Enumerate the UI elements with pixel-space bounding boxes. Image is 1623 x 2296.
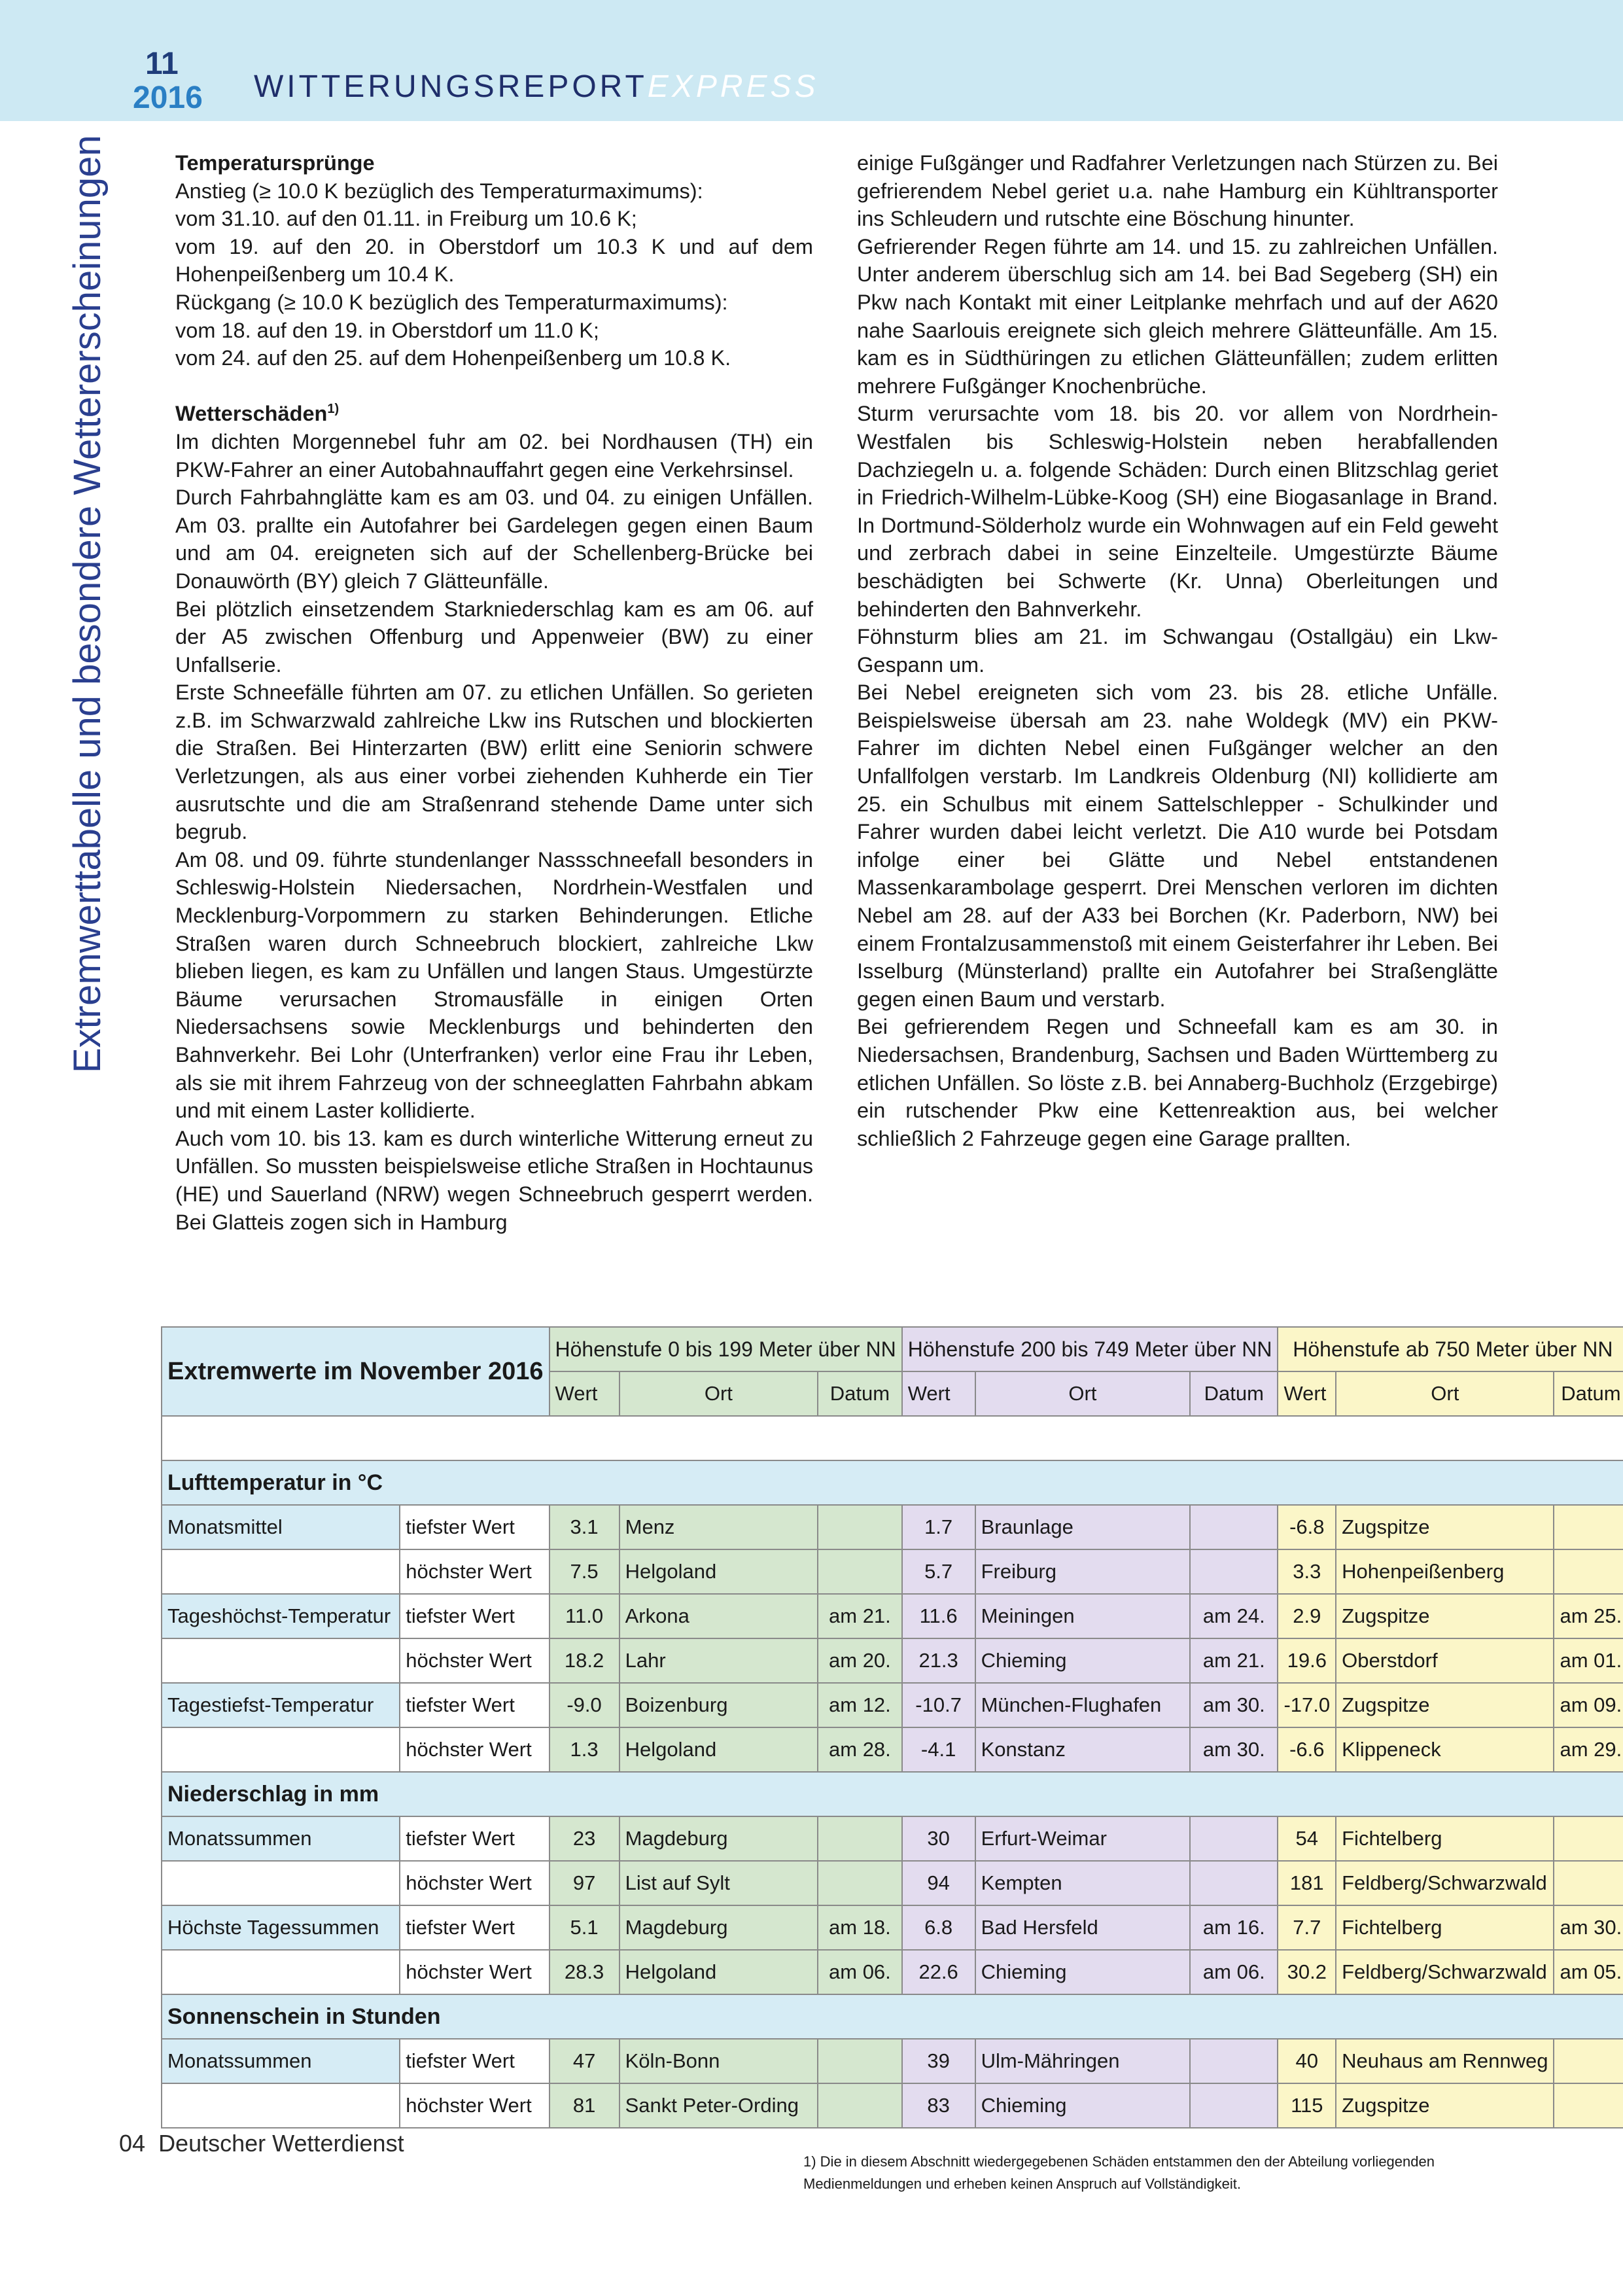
publisher: Deutscher Wetterdienst bbox=[158, 2130, 404, 2157]
location-cell: Zugspitze bbox=[1336, 1594, 1554, 1638]
value-cell: 94 bbox=[902, 1861, 975, 1905]
altitude-group-header: Höhenstufe ab 750 Meter über NN bbox=[1278, 1327, 1623, 1371]
row-kind: tiefster Wert bbox=[400, 1816, 549, 1861]
location-cell: Zugspitze bbox=[1336, 2083, 1554, 2128]
date-cell: am 21. bbox=[1190, 1638, 1278, 1683]
location-cell: Freiburg bbox=[975, 1549, 1191, 1594]
column-header: Ort bbox=[1336, 1371, 1554, 1416]
value-cell: 23 bbox=[550, 1816, 620, 1861]
table-row bbox=[162, 1816, 1623, 1861]
paragraph: vom 19. auf den 20. in Oberstdorf um 10.3 K und auf dem Hohenpeißenberg um 10.4 K. bbox=[175, 234, 813, 287]
date-cell: am 24. bbox=[1190, 1594, 1278, 1638]
date-cell: am 21. bbox=[818, 1594, 902, 1638]
value-cell: 11.0 bbox=[550, 1594, 620, 1638]
location-cell: Arkona bbox=[620, 1594, 818, 1638]
paragraph: Auch vom 10. bis 13. kam es durch winterliche Witterung erneut zu Unfällen. So mussten beispielsweise etliche Straßen in Hochtaunus (HE) und Sauerland (NRW) wegen Schneebruch gesperrt werden. Bei Glatteis zogen sich in Hamburg bbox=[175, 1126, 813, 1234]
location-cell: Chieming bbox=[975, 1638, 1191, 1683]
row-label: Monatsmittel bbox=[162, 1505, 400, 1549]
table-row bbox=[162, 2083, 1623, 2128]
location-cell: Kempten bbox=[975, 1861, 1191, 1905]
location-cell: Klippeneck bbox=[1336, 1727, 1554, 1772]
location-cell: Hohenpeißenberg bbox=[1336, 1549, 1554, 1594]
date-cell: am 09. bbox=[1554, 1683, 1623, 1727]
date-cell: am 01. bbox=[1554, 1638, 1623, 1683]
value-cell: 181 bbox=[1278, 1861, 1336, 1905]
issue-year: 2016 bbox=[133, 80, 203, 115]
table-row bbox=[162, 1950, 1623, 1994]
section-title: Niederschlag in mm bbox=[162, 1772, 1623, 1816]
row-label bbox=[162, 1727, 400, 1772]
paragraph: Bei gefrierendem Regen und Schneefall kam es am 30. in Niedersachsen, Brandenburg, Sachsen und Baden Württemberg zu etlichen Unfällen. So löste z.B. bei Annaberg-Buchholz (Erzgebirge) ein rutschender Pkw eine Kettenreaktion aus, bei welcher schließlich 2 Fahrzeuge gegen eine Garage prallten. bbox=[857, 1015, 1498, 1150]
table-row bbox=[162, 2039, 1623, 2083]
value-cell: 97 bbox=[550, 1861, 620, 1905]
table-row bbox=[162, 1638, 1623, 1683]
value-cell: 5.7 bbox=[902, 1549, 975, 1594]
column-header: Datum bbox=[818, 1371, 902, 1416]
date-cell: am 06. bbox=[818, 1950, 902, 1994]
location-cell: Ulm-Mähringen bbox=[975, 2039, 1191, 2083]
paragraph: Bei Nebel ereigneten sich vom 23. bis 28. etliche Unfälle. Beispielsweise übersah am 23. nahe Woldegk (MV) ein PKW-Fahrer im dichten Nebel einen Fußgänger welcher an den Unfallfolgen verstarb. Im Landkreis Oldenburg (NI) kollidierte am 25. ein Schulbus mit einem Sattelschlepper - Schulkinder und Fahrer wurden dabei leicht verletzt. Die A10 wurde bei Potsdam infolge einer bei Glätte und Nebel entstandenen Massenkarambolage gesperrt. Drei Menschen verloren im dichten Nebel am 28. auf der A33 bei Borchen (Kr. Paderborn, NW) bei einem Frontalzusammenstoß mit einem Geisterfahrer ihr Leben. Bei Isselburg (Münsterland) prallte ein Autofahrer bei Straßenglätte gegen einen Baum und verstarb. bbox=[857, 680, 1498, 1011]
date-cell bbox=[1554, 2039, 1623, 2083]
table-title: Extremwerte im November 2016 bbox=[162, 1327, 550, 1416]
row-kind: tiefster Wert bbox=[400, 1905, 549, 1950]
table-gap bbox=[162, 1416, 1623, 1460]
page-number: 04 bbox=[119, 2130, 146, 2157]
left-text-column bbox=[175, 149, 813, 1236]
location-cell: Lahr bbox=[620, 1638, 818, 1683]
date-cell: am 16. bbox=[1190, 1905, 1278, 1950]
value-cell: -9.0 bbox=[550, 1683, 620, 1727]
location-cell: Helgoland bbox=[620, 1549, 818, 1594]
row-label: Tagestiefst-Temperatur bbox=[162, 1683, 400, 1727]
value-cell: 3.1 bbox=[550, 1505, 620, 1549]
date-cell bbox=[1554, 1861, 1623, 1905]
date-cell bbox=[1190, 1549, 1278, 1594]
value-cell: 54 bbox=[1278, 1816, 1336, 1861]
date-cell: am 18. bbox=[818, 1905, 902, 1950]
value-cell: 3.3 bbox=[1278, 1549, 1336, 1594]
section-row bbox=[162, 1772, 1623, 1816]
location-cell: List auf Sylt bbox=[620, 1861, 818, 1905]
paragraph: Erste Schneefälle führten am 07. zu etlichen Unfällen. So gerieten z.B. im Schwarzwald zahlreiche Lkw ins Rutschen und blockierten die Straßen. Bei Hinterzarten (BW) erlitt eine Seniorin schwere Verletzungen, als aus einer vorbei ziehenden Kuhherde ein Tier ausrutschte und die am Straßenrand stehende Dame unter sich begrub. bbox=[175, 680, 813, 844]
value-cell: 28.3 bbox=[550, 1950, 620, 1994]
paragraph-spacer bbox=[175, 372, 813, 400]
date-cell: am 20. bbox=[818, 1638, 902, 1683]
footer bbox=[119, 2130, 404, 2157]
value-cell: 47 bbox=[550, 2039, 620, 2083]
row-kind: höchster Wert bbox=[400, 1950, 549, 1994]
section-row bbox=[162, 1994, 1623, 2039]
location-cell: Helgoland bbox=[620, 1727, 818, 1772]
value-cell: 83 bbox=[902, 2083, 975, 2128]
location-cell: Fichtelberg bbox=[1336, 1905, 1554, 1950]
date-cell bbox=[1554, 1816, 1623, 1861]
location-cell: Menz bbox=[620, 1505, 818, 1549]
table-row bbox=[162, 1683, 1623, 1727]
date-cell bbox=[1190, 1861, 1278, 1905]
value-cell: 1.3 bbox=[550, 1727, 620, 1772]
value-cell: 6.8 bbox=[902, 1905, 975, 1950]
location-cell: Neuhaus am Rennweg bbox=[1336, 2039, 1554, 2083]
report-brand bbox=[254, 69, 819, 105]
value-cell: -10.7 bbox=[902, 1683, 975, 1727]
issue-number: 11 bbox=[145, 46, 179, 81]
paragraph: Am 08. und 09. führte stundenlanger Nassschneefall besonders in Schleswig-Holstein Niedersachen, Nordrhein-Westfalen und Mecklenburg-Vorpommern zu starken Behinderungen. Etliche Straßen waren durch Schneebruch blockiert, zahlreiche Lkw blieben liegen, es kam zu Unfällen und langen Staus. Umgestürzte Bäume verursachen Stromausfälle in einigen Orten Niedersachsens sowie Mecklenburgs und behinderten den Bahnverkehr. Bei Lohr (Unterfranken) verlor eine Frau ihr Leben, als sie mit ihrem Fahrzeug von der schneeglatten Fahrbahn abkam und mit einem Laster kollidierte. bbox=[175, 847, 813, 1123]
location-cell: Braunlage bbox=[975, 1505, 1191, 1549]
location-cell: Bad Hersfeld bbox=[975, 1905, 1191, 1950]
paragraph: Anstieg (≥ 10.0 K bezüglich des Temperaturmaximums): bbox=[175, 179, 703, 203]
row-label bbox=[162, 1950, 400, 1994]
date-cell: am 05. bbox=[1554, 1950, 1623, 1994]
table-row bbox=[162, 1727, 1623, 1772]
location-cell: Helgoland bbox=[620, 1950, 818, 1994]
location-cell: Erfurt-Weimar bbox=[975, 1816, 1191, 1861]
value-cell: -6.6 bbox=[1278, 1727, 1336, 1772]
section-title: Lufttemperatur in °C bbox=[162, 1460, 1623, 1505]
paragraph: Sturm verursachte vom 18. bis 20. vor allem von Nordrhein-Westfalen bis Schleswig-Holstein neben herabfallenden Dachziegeln u. a. folgende Schäden: Durch einen Blitzschlag geriet in Friedrich-Wilhelm-Lübke-Koog (SH) eine Biogasanlage in Brand. In Dortmund-Sölderholz wurde ein Wohnwagen auf ein Feld geweht und zerbrach dabei in seine Einzelteile. Umgestürzte Bäume beschädigten bei Schwerte (Kr. Unna) Oberleitungen und behinderten den Bahnverkehr. bbox=[857, 402, 1498, 621]
location-cell: Feldberg/Schwarzwald bbox=[1336, 1950, 1554, 1994]
column-header: Ort bbox=[975, 1371, 1191, 1416]
value-cell: 7.7 bbox=[1278, 1905, 1336, 1950]
date-cell bbox=[1190, 2083, 1278, 2128]
date-cell bbox=[818, 1549, 902, 1594]
value-cell: 2.9 bbox=[1278, 1594, 1336, 1638]
value-cell: 81 bbox=[550, 2083, 620, 2128]
table-row bbox=[162, 1505, 1623, 1549]
location-cell: Zugspitze bbox=[1336, 1505, 1554, 1549]
paragraph: Rückgang (≥ 10.0 K bezüglich des Temperaturmaximums): bbox=[175, 290, 728, 314]
altitude-group-header: Höhenstufe 0 bis 199 Meter über NN bbox=[550, 1327, 902, 1371]
extremes-table bbox=[161, 1326, 1623, 2128]
value-cell: 39 bbox=[902, 2039, 975, 2083]
paragraph: Gefrierender Regen führte am 14. und 15. zu zahlreichen Unfällen. Unter anderem überschlug sich am 14. bei Bad Segeberg (SH) ein Pkw nach Kontakt mit einer Leitplanke mehrfach und auf der A620 nahe Saarlouis ereignete sich gleich mehrere Glätteunfälle. Am 15. kam es in Südthüringen zu etlichen Glätteunfällen; zudem erlitten mehrere Fußgänger Knochenbrüche. bbox=[857, 234, 1498, 398]
row-label bbox=[162, 1549, 400, 1594]
date-cell bbox=[1190, 1816, 1278, 1861]
location-cell: Köln-Bonn bbox=[620, 2039, 818, 2083]
date-cell bbox=[818, 1861, 902, 1905]
value-cell: 22.6 bbox=[902, 1950, 975, 1994]
paragraph: Föhnsturm blies am 21. im Schwangau (Ostallgäu) ein Lkw-Gespann um. bbox=[857, 625, 1498, 677]
paragraph: Im dichten Morgennebel fuhr am 02. bei Nordhausen (TH) ein PKW-Fahrer an einer Autobahnauffahrt gegen eine Verkehrsinsel. bbox=[175, 429, 813, 482]
column-header: Wert bbox=[902, 1371, 975, 1416]
column-header: Wert bbox=[1278, 1371, 1336, 1416]
value-cell: 19.6 bbox=[1278, 1638, 1336, 1683]
section-heading: Temperatursprünge bbox=[175, 151, 375, 175]
date-cell bbox=[1190, 1505, 1278, 1549]
row-label: Monatssummen bbox=[162, 1816, 400, 1861]
location-cell: Boizenburg bbox=[620, 1683, 818, 1727]
location-cell: Magdeburg bbox=[620, 1905, 818, 1950]
column-header: Datum bbox=[1190, 1371, 1278, 1416]
footnote: 1) Die in diesem Abschnitt wiedergegebenen Schäden entstammen den der Abteilung vorliegenden Medienmeldungen und erheben keinen Anspruch auf Vollständigkeit. bbox=[803, 2153, 1435, 2192]
row-kind: höchster Wert bbox=[400, 1861, 549, 1905]
paragraph: Durch Fahrbahnglätte kam es am 03. und 04. zu einigen Unfällen. Am 03. prallte ein Autofahrer bei Gardelegen gegen einen Baum und am 04. ereigneten sich auf der Schellenberg-Brücke bei Donauwörth (BY) gleich 7 Glätteunfälle. bbox=[175, 486, 813, 593]
section-row bbox=[162, 1460, 1623, 1505]
table-row bbox=[162, 1549, 1623, 1594]
column-header: Datum bbox=[1554, 1371, 1623, 1416]
location-cell: Chieming bbox=[975, 2083, 1191, 2128]
date-cell: am 06. bbox=[1190, 1950, 1278, 1994]
table-header-row bbox=[162, 1327, 1623, 1371]
location-cell: München-Flughafen bbox=[975, 1683, 1191, 1727]
paragraph: einige Fußgänger und Radfahrer Verletzungen nach Stürzen zu. Bei gefrierendem Nebel geriet u.a. nahe Hamburg ein Kühltransporter ins Schleudern und rutschte eine Böschung hinunter. bbox=[857, 151, 1498, 231]
column-header: Ort bbox=[620, 1371, 818, 1416]
value-cell: 7.5 bbox=[550, 1549, 620, 1594]
date-cell: am 30. bbox=[1554, 1905, 1623, 1950]
location-cell: Sankt Peter-Ording bbox=[620, 2083, 818, 2128]
row-kind: tiefster Wert bbox=[400, 1683, 549, 1727]
table-row bbox=[162, 1594, 1623, 1638]
row-label: Höchste Tagessummen bbox=[162, 1905, 400, 1950]
location-cell: Konstanz bbox=[975, 1727, 1191, 1772]
row-kind: tiefster Wert bbox=[400, 1505, 549, 1549]
brand-sub: EXPRESS bbox=[647, 69, 819, 104]
date-cell bbox=[1554, 1549, 1623, 1594]
value-cell: 11.6 bbox=[902, 1594, 975, 1638]
altitude-group-header: Höhenstufe 200 bis 749 Meter über NN bbox=[902, 1327, 1278, 1371]
location-cell: Feldberg/Schwarzwald bbox=[1336, 1861, 1554, 1905]
value-cell: 30.2 bbox=[1278, 1950, 1336, 1994]
row-kind: höchster Wert bbox=[400, 1727, 549, 1772]
table-row bbox=[162, 1861, 1623, 1905]
paragraph: vom 24. auf den 25. auf dem Hohenpeißenberg um 10.8 K. bbox=[175, 346, 731, 370]
value-cell: 21.3 bbox=[902, 1638, 975, 1683]
date-cell: am 30. bbox=[1190, 1727, 1278, 1772]
row-label bbox=[162, 1861, 400, 1905]
date-cell: am 25. bbox=[1554, 1594, 1623, 1638]
row-label: Tageshöchst-Temperatur bbox=[162, 1594, 400, 1638]
row-kind: höchster Wert bbox=[400, 2083, 549, 2128]
date-cell bbox=[818, 2039, 902, 2083]
value-cell: -6.8 bbox=[1278, 1505, 1336, 1549]
footnote-marker: 1) bbox=[327, 402, 340, 417]
location-cell: Meiningen bbox=[975, 1594, 1191, 1638]
gap-cell bbox=[162, 1416, 1623, 1460]
value-cell: 30 bbox=[902, 1816, 975, 1861]
value-cell: 40 bbox=[1278, 2039, 1336, 2083]
date-cell: am 28. bbox=[818, 1727, 902, 1772]
location-cell: Fichtelberg bbox=[1336, 1816, 1554, 1861]
table-row bbox=[162, 1905, 1623, 1950]
location-cell: Magdeburg bbox=[620, 1816, 818, 1861]
date-cell bbox=[818, 1505, 902, 1549]
date-cell bbox=[1554, 2083, 1623, 2128]
value-cell: -17.0 bbox=[1278, 1683, 1336, 1727]
date-cell bbox=[818, 1816, 902, 1861]
paragraph: Bei plötzlich einsetzendem Starkniederschlag kam es am 06. auf der A5 zwischen Offenburg und Appenweier (BW) zu einer Unfallserie. bbox=[175, 597, 813, 677]
location-cell: Zugspitze bbox=[1336, 1683, 1554, 1727]
location-cell: Chieming bbox=[975, 1950, 1191, 1994]
value-cell: 115 bbox=[1278, 2083, 1336, 2128]
row-kind: höchster Wert bbox=[400, 1549, 549, 1594]
date-cell bbox=[1190, 2039, 1278, 2083]
date-cell: am 29. bbox=[1554, 1727, 1623, 1772]
row-label bbox=[162, 2083, 400, 2128]
date-cell: am 30. bbox=[1190, 1683, 1278, 1727]
location-cell: Oberstdorf bbox=[1336, 1638, 1554, 1683]
date-cell: am 12. bbox=[818, 1683, 902, 1727]
paragraph: vom 31.10. auf den 01.11. in Freiburg um 10.6 K; bbox=[175, 207, 637, 231]
side-title: Extremwerttabelle und besondere Wettererscheinungen bbox=[66, 135, 109, 1073]
right-text-column bbox=[857, 149, 1498, 1152]
row-label: Monatssummen bbox=[162, 2039, 400, 2083]
value-cell: 18.2 bbox=[550, 1638, 620, 1683]
section-heading: Wetterschäden$^{1)}$ bbox=[175, 402, 340, 426]
paragraph: vom 18. auf den 19. in Oberstdorf um 11.0 K; bbox=[175, 318, 599, 342]
section-title: Sonnenschein in Stunden bbox=[162, 1994, 1623, 2039]
value-cell: -4.1 bbox=[902, 1727, 975, 1772]
date-cell bbox=[1554, 1505, 1623, 1549]
column-header: Wert bbox=[550, 1371, 620, 1416]
brand-main: WITTERUNGSREPORT bbox=[254, 69, 648, 104]
date-cell bbox=[818, 2083, 902, 2128]
value-cell: 1.7 bbox=[902, 1505, 975, 1549]
row-kind: tiefster Wert bbox=[400, 2039, 549, 2083]
row-kind: höchster Wert bbox=[400, 1638, 549, 1683]
value-cell: 5.1 bbox=[550, 1905, 620, 1950]
row-kind: tiefster Wert bbox=[400, 1594, 549, 1638]
row-label bbox=[162, 1638, 400, 1683]
